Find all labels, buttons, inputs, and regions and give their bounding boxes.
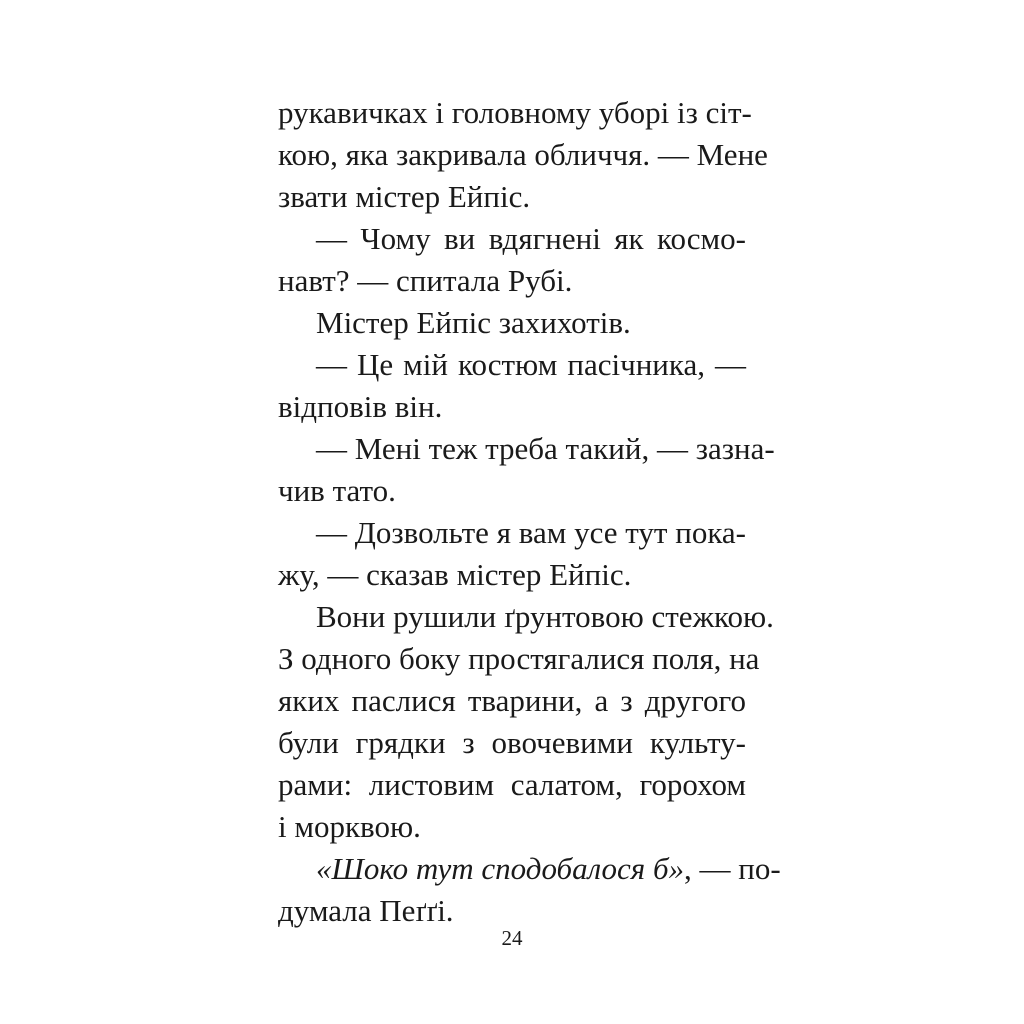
text-line-9: — Мені теж треба такий, — зазна- bbox=[316, 431, 775, 466]
text-line-17: рами: листовим салатом, горохом bbox=[278, 767, 746, 802]
text-line-11: — Дозвольте я вам усе тут пока- bbox=[316, 515, 746, 550]
text-line-15: яких паслися тварини, а з другого bbox=[278, 683, 746, 718]
text-line-13: Вони рушили ґрунтовою стежкою. bbox=[316, 599, 774, 634]
italic-thought-text: «Шоко тут сподобалося б» bbox=[316, 851, 685, 886]
text-line-18: і морквою. bbox=[278, 809, 421, 844]
text-line-3: звати містер Ейпіс. bbox=[278, 179, 531, 214]
text-line-5: навт? — спитала Рубі. bbox=[278, 263, 573, 298]
text-line-1: рукавичках і головному уборі із сіт- bbox=[278, 95, 752, 130]
text-line-4: — Чому ви вдягнені як космо- bbox=[316, 221, 746, 256]
text-line-7: — Це мій костюм пасічника, — bbox=[316, 347, 746, 382]
text-line-8: відповів він. bbox=[278, 389, 443, 424]
text-line-2: кою, яка закривала обличчя. — Мене bbox=[278, 137, 768, 172]
text-line-16: були грядки з овочевими культу- bbox=[278, 725, 746, 760]
text-line-14: З одного боку простягалися поля, на bbox=[278, 641, 760, 676]
text-line-20: думала Пеґґі. bbox=[278, 893, 454, 928]
text-line-6: Містер Ейпіс захихотів. bbox=[316, 305, 631, 340]
text-line-12: жу, — сказав містер Ейпіс. bbox=[278, 557, 632, 592]
body-text bbox=[278, 92, 781, 932]
text-line-10: чив тато. bbox=[278, 473, 396, 508]
text-line-19-italic-thought bbox=[278, 848, 781, 890]
thought-attribution-start: , — по- bbox=[684, 851, 781, 886]
page-number: 24 bbox=[501, 926, 523, 950]
